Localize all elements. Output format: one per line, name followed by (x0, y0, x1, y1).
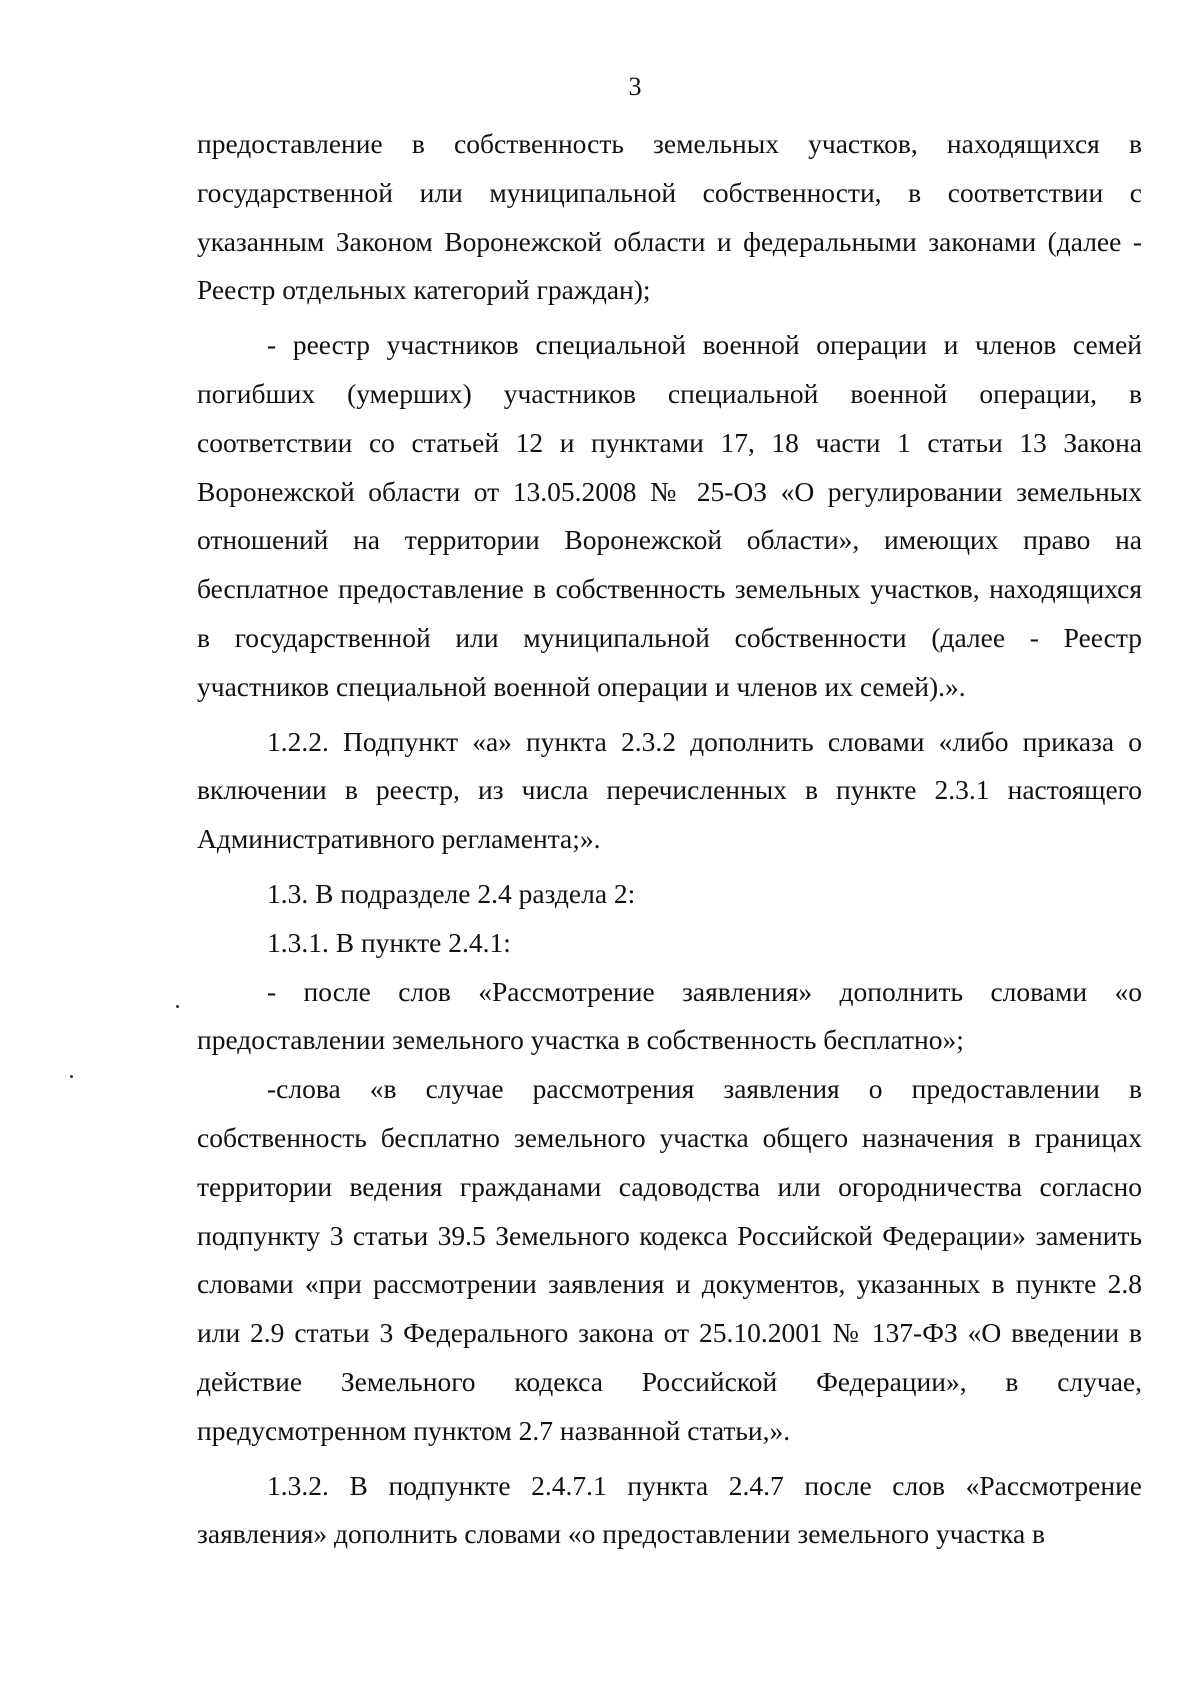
scan-speck (176, 1005, 179, 1008)
document-body (197, 120, 1142, 1559)
paragraph-1-3-2: 1.3.2. В подпункте 2.4.7.1 пункта 2.4.7 после слов «Рассмотрение заявления» дополнить словами «о предоставлении земельного участка в (197, 1469, 1142, 1550)
paragraph-svo-registry: - реестр участников специальной военной операции и членов семей погибших (умерших) участников специальной военной операции, в соответствии со статьей 12 и пунктами 17, 18 части 1 статьи 13 Закона Воронежской области от 13.05.2008 № 25-ОЗ «О регулировании земельных отношений на территории Воронежской области», имеющих право на бесплатное предоставление в собственность земельных участков, находящихся в государственной или муниципальной собственности (далее - Реестр участников специальной военной операции и членов их семей).». (197, 329, 1142, 702)
paragraph-1-3-heading: 1.3. В подразделе 2.4 раздела 2: (267, 877, 636, 909)
scan-speck (70, 1075, 73, 1078)
paragraph-continuation: предоставление в собственность земельных участков, находящихся в государственной или муниципальной собственности, в соответствии с указанным Законом Воронежской области и федеральными законами (далее - Реестр отдельных категорий граждан); (197, 128, 1142, 306)
paragraph-words-replace: -слова «в случае рассмотрения заявления о предоставлении в собственность бесплатно земельного участка общего назначения в границах территории ведения гражданами садоводства или огородничества согласно подпункту 3 статьи 39.5 Земельного кодекса Российской Федерации» заменить словами «при рассмотрении заявления и документов, указанных в пункте 2.8 или 2.9 статьи 3 Федерального закона от 25.10.2001 № 137-ФЗ «О введении в действие Земельного кодекса Российской Федерации», в случае, предусмотренном пунктом 2.7 названной статьи,». (197, 1073, 1142, 1446)
paragraph-1-2-2: 1.2.2. Подпункт «а» пункта 2.3.2 дополнить словами «либо приказа о включении в реестр, из числа перечисленных в пункте 2.3.1 настоящего Административного регламента;». (197, 725, 1142, 855)
paragraph-1-3-1-heading: 1.3.1. В пункте 2.4.1: (267, 926, 511, 958)
page-number: 3 (628, 72, 642, 101)
paragraph-after-words: - после слов «Рассмотрение заявления» дополнить словами «о предоставлении земельного участка в собственность бесплатно»; (197, 975, 1142, 1056)
